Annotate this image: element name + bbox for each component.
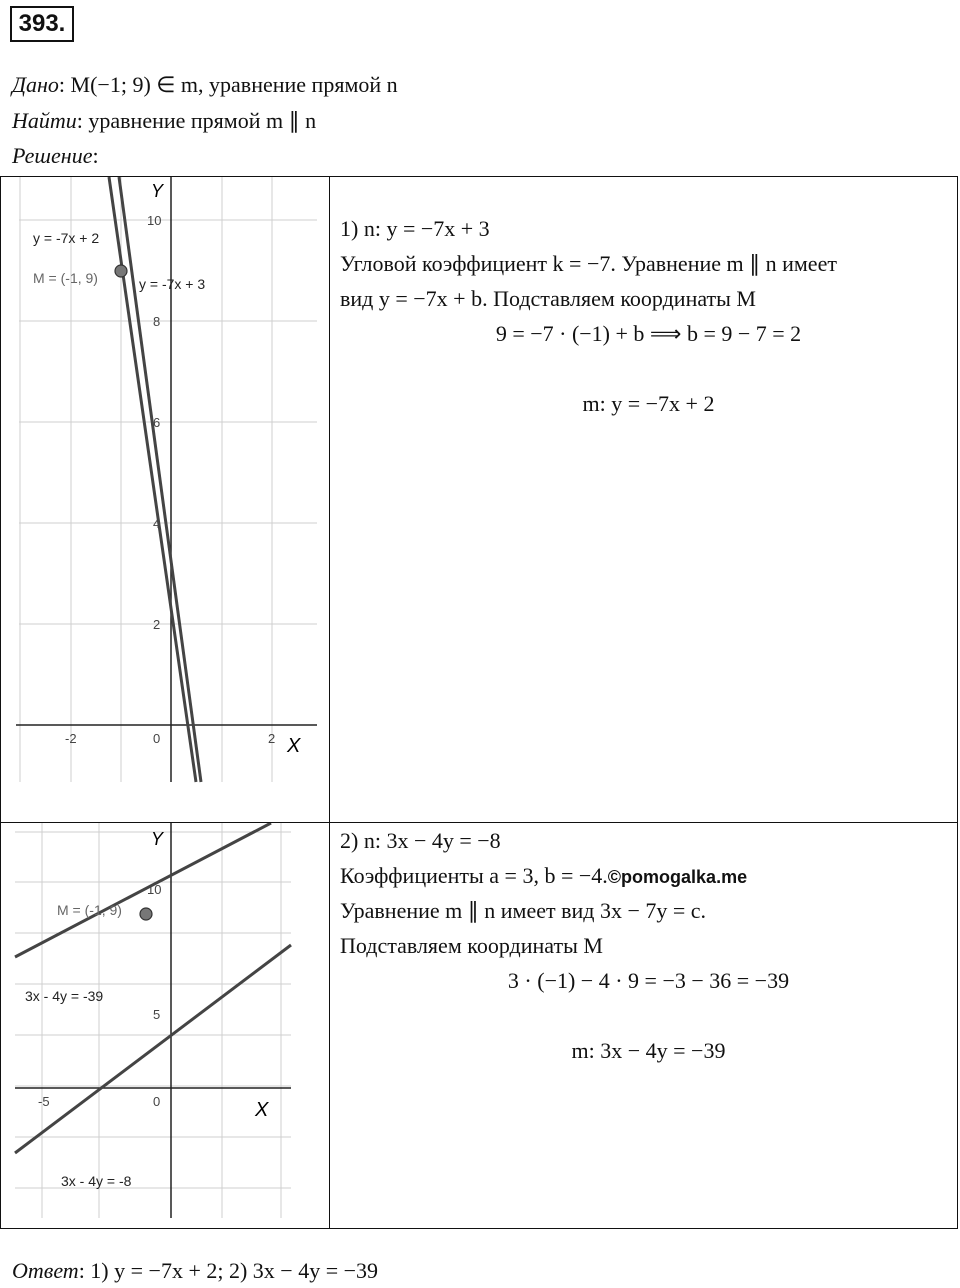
part2-result: m: 3x − 4y = −39 <box>571 1038 726 1063</box>
label-point-m: M = (-1, 9) <box>33 270 98 286</box>
solution-table <box>0 176 958 1229</box>
text-cell-2 <box>330 823 958 1229</box>
y-tick: 4 <box>153 516 161 531</box>
y-tick: 8 <box>153 314 161 329</box>
line-n <box>119 177 201 782</box>
problem-number: 393. <box>10 6 74 42</box>
x-tick: 0 <box>153 1094 161 1109</box>
label-line-n: 3x - 4y = -8 <box>61 1173 132 1189</box>
part2-equation: 3 · (−1) − 4 · 9 = −3 − 36 = −39 <box>507 968 790 993</box>
part2-coefficients: Коэффициенты a = 3, b = −4. <box>340 863 608 888</box>
graph-1 <box>1 177 329 817</box>
answer-text: : 1) y = −7x + 2; 2) 3x − 4y = −39 <box>78 1258 379 1283</box>
part2-line: Уравнение m ∥ n имеет вид 3x − 7y = c. <box>340 898 707 923</box>
y-tick: 5 <box>153 1007 161 1022</box>
label-line-m: y = -7x + 2 <box>33 230 100 246</box>
part2-line: Подставляем координаты M <box>340 933 603 958</box>
part1-line: вид y = −7x + b. Подставляем координаты M <box>340 286 756 311</box>
y-tick: 10 <box>147 882 162 897</box>
y-axis-label: Y <box>151 181 164 201</box>
y-tick: 10 <box>147 213 162 228</box>
given-text: : M(−1; 9) ∈ m, уравнение прямой n <box>58 72 398 97</box>
given-label: Дано <box>12 72 59 97</box>
solution-line: Решение: <box>12 143 99 168</box>
x-axis-label: X <box>287 735 301 757</box>
label-line-m: 3x - 4y = -39 <box>25 988 104 1004</box>
given-line <box>12 72 398 98</box>
y-axis-label: Y <box>151 829 164 849</box>
part1-equation: 9 = −7 · (−1) + b ⟹ b = 9 − 7 = 2 <box>495 321 802 346</box>
line-n <box>15 945 291 1153</box>
part2-line: 2) n: 3x − 4y = −8 <box>340 828 501 853</box>
y-tick: 2 <box>153 617 161 632</box>
x-tick: 2 <box>268 731 276 746</box>
answer-line <box>12 1258 378 1284</box>
y-tick: 6 <box>153 415 161 430</box>
solution-label: Решение <box>12 143 93 168</box>
x-tick: -2 <box>65 731 77 746</box>
graph-2 <box>1 823 329 1223</box>
x-axis-label: X <box>255 1099 269 1121</box>
part1-line: Угловой коэффициент k = −7. Уравнение m ∥ n имеет <box>340 251 837 276</box>
graph-cell-1 <box>1 177 330 823</box>
find-text: : уравнение прямой m ∥ n <box>76 108 317 133</box>
part1-result: m: y = −7x + 2 <box>582 391 715 416</box>
x-tick: 0 <box>153 731 161 746</box>
label-line-n: y = -7x + 3 <box>139 276 206 292</box>
part2-line <box>340 858 957 893</box>
line-m <box>15 823 271 957</box>
find-line <box>12 108 316 134</box>
label-point-m: M = (-1, 9) <box>57 902 122 918</box>
part1-line: 1) n: y = −7x + 3 <box>340 216 490 241</box>
x-tick: -5 <box>38 1094 50 1109</box>
point-m <box>115 265 127 277</box>
point-m <box>140 908 152 920</box>
answer-label: Ответ <box>12 1258 79 1283</box>
watermark: ©pomogalka.me <box>607 867 748 887</box>
find-label: Найти <box>12 108 77 133</box>
text-cell-1 <box>330 177 958 823</box>
graph-cell-2 <box>1 823 330 1229</box>
